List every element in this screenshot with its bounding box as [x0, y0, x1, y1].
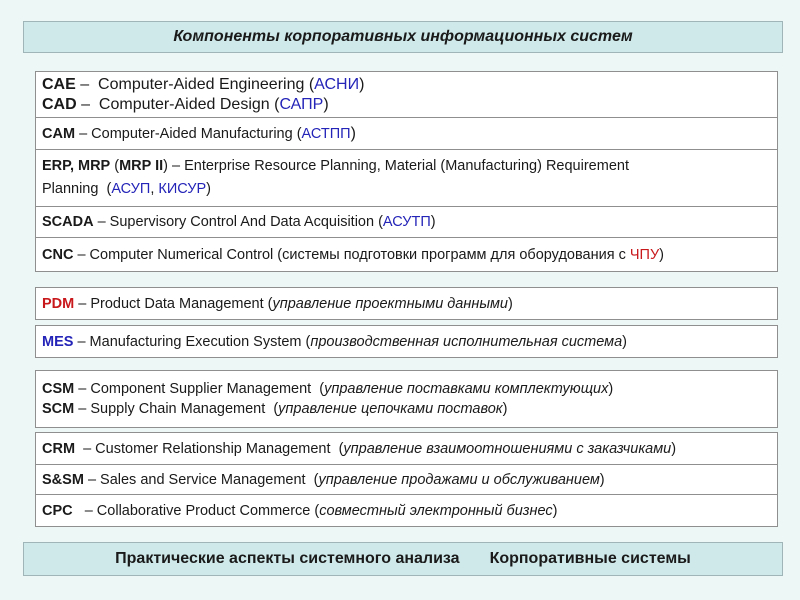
row-cnc: CNC – Computer Numerical Control (системы подготовки программ для оборудования с ЧПУ) [42, 246, 665, 263]
page-title [23, 21, 783, 53]
group-mes [35, 325, 778, 358]
footer-left-text: Практические аспекты системного анализа [115, 550, 460, 567]
row-crm: CRM – Customer Relationship Management (управление взаимоотношениями с заказчиками) [36, 433, 777, 465]
row-ssm: S&SM – Sales and Service Management (управление продажами и обслуживанием) [36, 465, 777, 495]
footer-bar [23, 542, 783, 576]
group-supply [35, 370, 778, 428]
group-design-systems [35, 71, 778, 272]
row-cae-cad [36, 72, 777, 118]
page-title-text: Компоненты корпоративных информационных систем [173, 28, 633, 45]
row-cam: CAM – Computer-Aided Manufacturing (АСТПП) [36, 118, 777, 150]
row-csm-scm: CSM – Component Supplier Management (управление поставками комплектующих) SCM – Supply Chain Management (управление цепочками поставок) [42, 381, 614, 417]
row-erp: ERP, MRP (MRP II) – Enterprise Resource Planning, Material (Manufacturing) Requirement Planning (АСУП, КИСУР) [36, 150, 777, 207]
cae-line: CAE – Computer-Aided Engineering (АСНИ) [42, 75, 365, 93]
group-pdm [35, 287, 778, 320]
cad-line: CAD – Computer-Aided Design (САПР) [42, 95, 329, 113]
row-cpc: CPC – Collaborative Product Commerce (совместный электронный бизнес) [42, 502, 558, 519]
row-mes: MES – Manufacturing Execution System (производственная исполнительная система) [42, 333, 627, 350]
footer-right-text: Корпоративные системы [489, 550, 691, 567]
group-customers [35, 432, 778, 527]
row-scada: SCADA – Supervisory Control And Data Acquisition (АСУТП) [36, 207, 777, 238]
row-pdm: PDM – Product Data Management (управление проектными данными) [42, 295, 513, 312]
